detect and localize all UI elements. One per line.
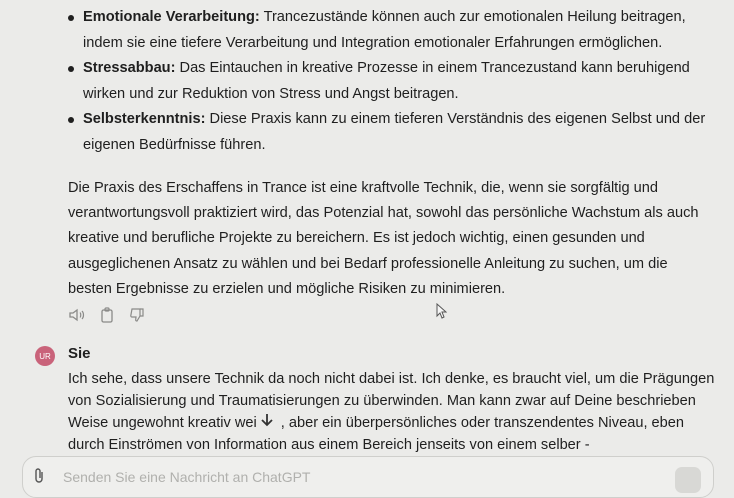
- bullet-text: Das Eintauchen in kreative Prozesse in einem Trancezustand kann beruhigend wirken und zur Reduktion von Stress und Angst beitragen.: [83, 60, 690, 102]
- avatar: UR: [35, 346, 55, 366]
- bullet-dot: [68, 15, 74, 21]
- sender-name: Sie: [68, 345, 91, 362]
- bullet-title: Stressabbau:: [83, 60, 176, 76]
- mouse-cursor-icon: [436, 303, 447, 319]
- bullet-item: [68, 5, 708, 56]
- thumbs-down-icon[interactable]: [128, 306, 146, 324]
- user-text-part2: , aber ein überpersönliches oder transzendentes Niveau, eben durch Einströmen von Information aus einem Bereich jenseits von einem selber -: [68, 415, 685, 454]
- composer-placeholder: Senden Sie eine Nachricht an ChatGPT: [63, 469, 311, 485]
- send-button[interactable]: [675, 467, 701, 493]
- attach-icon[interactable]: [31, 467, 47, 489]
- user-text-part1: Ich sehe, dass unsere Technik da noch nicht dabei ist. Ich denke, es braucht viel, um die Prägungen von Sozialisierung und Traumatisierungen zu überwinden. Man kann zwar auf Deine beschrieben Weise ungewohnt kreativ wei: [68, 371, 715, 431]
- user-message-text: [68, 368, 718, 456]
- assistant-bullet-list: [68, 5, 708, 158]
- assistant-paragraph: Die Praxis des Erschaffens in Trance ist eine kraftvolle Technik, die, wenn sie sorgfältig und verantwortungsvoll praktiziert wird, das Potenzial hat, sowohl das persönliche Wachstum als auch kreative und berufliche Projekte zu bereichern. Es ist jedoch wichtig, einen gesunden und ausgeglichenen Ansatz zu wählen und bei Bedarf professionelle Anleitung zu suchen, um die besten Ergebnisse zu erzielen und mögliche Risiken zu minimieren.: [68, 180, 699, 297]
- bullet-text: Diese Praxis kann zu einem tieferen Verständnis des eigenen Selbst und der eigenen Bedürfnisse führen.: [83, 111, 706, 153]
- message-actions: [68, 306, 146, 324]
- bullet-item: [68, 107, 708, 158]
- bullet-text: Trancezustände können auch zur emotionalen Heilung beitragen, indem sie eine tiefere Verarbeitung und Integration emotionaler Erfahrungen ermöglichen.: [83, 9, 686, 51]
- copy-icon[interactable]: [98, 306, 116, 324]
- bullet-title: Emotionale Verarbeitung:: [83, 9, 260, 25]
- scroll-down-icon[interactable]: [260, 412, 274, 434]
- bullet-item: [68, 56, 708, 107]
- bullet-dot: [68, 117, 74, 123]
- speaker-icon[interactable]: [68, 306, 86, 324]
- message-composer[interactable]: [22, 456, 714, 498]
- bullet-dot: [68, 66, 74, 72]
- bullet-title: Selbsterkenntnis:: [83, 111, 206, 127]
